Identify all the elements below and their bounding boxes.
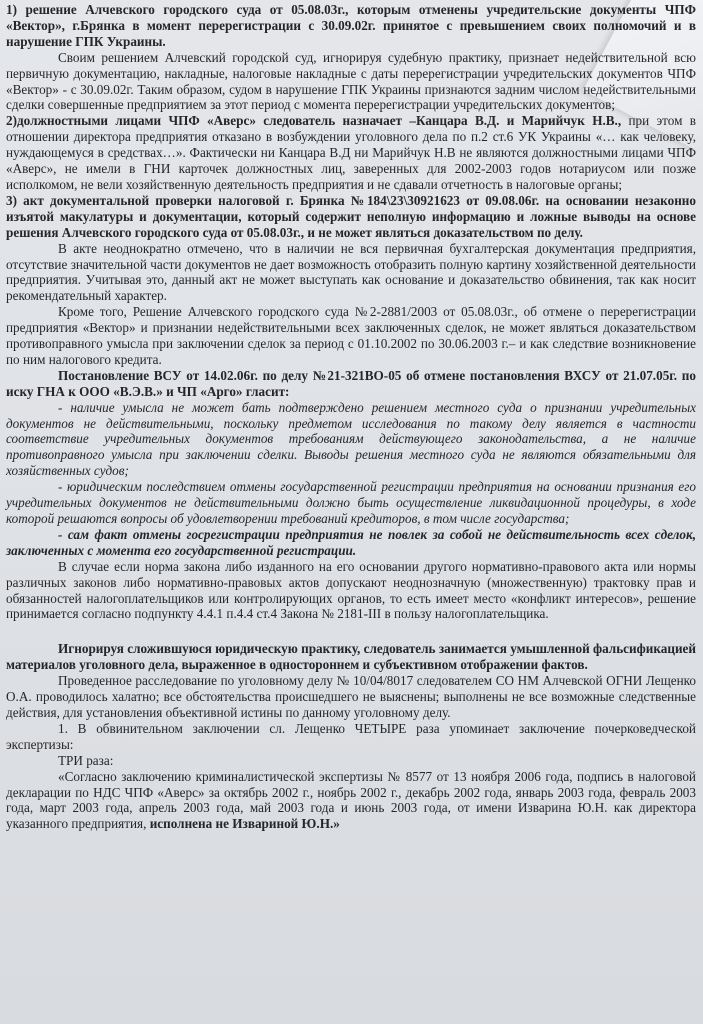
- paragraph-falsification: Игнорируя сложившуюся юридическую практику, следователь занимается умышленной фальсификацией материалов уголовного дела, выраженное в одностороннем и субъективном отображении фактов.: [6, 641, 696, 673]
- ruling-point-intent: - наличие умысла не может бать подтверждено решением местного суда о признании учредительных документов не действительными, поскольку предметом исследования по такому делу является в частности соответствие учредительных документов требованиям действующего законодательства, а не наличие противоправного умысла при заключении сделки. Выводы решения местного суда не являются обязательными для хозяйственных судов;: [6, 399, 696, 479]
- paragraph-supreme-court-ruling: Постановление ВСУ от 14.02.06г. по делу №21-321ВО-05 об отмене постановления ВХСУ от 21.07.05г. по иску ГНА к ООО «В.Э.В.» и ЧП «Арго» гласит:: [6, 367, 696, 399]
- paragraph-act-notes: В акте неоднократно отмечено, что в наличии не вся первичная бухгалтерская документация предприятия, отсутствие значительной части документов не дает возможность отобразить полную картину хозяйственной деятельности предприятия. Учитывая это, данный акт не может выступать как основание и доказательство обвинения, так как носит рекомендательный характер.: [6, 240, 696, 304]
- ruling-point-liquidation: - юридическим последствием отмены государственной регистрации предприятия на основании признания его учредительных документов не действительными должно быть осуществление ликвидационной процедуры, в ходе которой решаются вопросы об удовлетворении требований кредиторов, в том числе государства;: [6, 479, 696, 526]
- paragraph-expertise-quote: [6, 769, 696, 833]
- officials-heading: 2)должностными лицами ЧПФ «Аверс» следователь назначает –Канцара В.Д. и Марийчук Н.В.,: [6, 113, 622, 129]
- paragraph-moreover: Кроме того, Решение Алчевского городского суда №2-2881/2003 от 05.08.03г., об отмене о перерегистрации предприятия «Вектор» и признании недействительными всех заключенных сделок, не может являться доказательством противоправного умысла при заключении сделок за период с 01.10.2002 по 30.06.2003 г.– и как следствие возникновение по ним налогового кредита.: [6, 304, 696, 367]
- document-body: [6, 2, 696, 832]
- paragraph-investigation: Проведенное расследование по уголовному делу № 10/04/8017 следователем СО НМ Алчевской ОГНИ Лещенко О.А. проводилось халатно; все обстоятельства происшедшего не выяснены; выполнены не все возможные следственные действия, для установления объективной истины по данному уголовному делу.: [6, 673, 696, 720]
- paragraph-conflict-of-interest: В случае если норма закона либо изданного на его основании другого нормативно-правового акта или нормы различных законов либо нормативно-правовых актов допускают неоднозначную (множественную) трактовку прав и обязанностей налогоплательщиков или контролирующих органов, то есть имеет место «конфликт интересов», решение принимается согласно подпункту 4.4.1 п.4.4 ст.4 Закона № 2181-III в пользу налогоплательщика.: [6, 558, 696, 622]
- paragraph-three-times: ТРИ раза:: [58, 752, 114, 768]
- paragraph-court-decision: 1) решение Алчевского городского суда от 05.08.03г., которым отменены учредительские документы ЧПФ «Вектор», г.Брянка в момент перерегистрации с 30.09.02г. принятое с превышением своих полномочий и в нарушение ГПК Украины.: [6, 2, 696, 49]
- paragraph-court-decision-details: Своим решением Алчевский городской суд, игнорируя судебную практику, признает недействительной всю первичную документацию, накладные, налоговые накладные с даты перерегистрации учредительских документов ЧПФ «Вектор» - с 30.09.02г. Таким образом, судом в нарушение ГПК Украины признаются задним числом недействительными сделки совершенные предприятием за этот период с момента перерегистрации учредительских документов;: [6, 49, 696, 113]
- officials-text: при этом в отношении директора предприятия отказано в возбуждении уголовного дела по п.2 ст.6 УК Украины «… как человеку, нуждающемуся в средствах…». Фактически ни Канцара В.Д ни Марийчук Н.В не являются должностными лицами ЧПФ «Аверс», не имели в ГНИ карточек должностных лиц, заверенных для 2002-2003 годов нотариусом или позже исполкомом, не вели хозяйственную деятельность предприятия и не сдавали отчетность в налоговые органы;: [6, 113, 697, 192]
- paragraph-audit-act: 3) акт документальной проверки налоговой г. Брянка №184\23\30921623 от 09.08.06г. на основании незаконно изъятой макулатуры и документации, который содержит неполную информацию и ложные выводы на основе решения Алчевского городского суда от 05.08.03г., и не может являться доказательством по делу.: [6, 192, 696, 240]
- spacer: [6, 622, 696, 641]
- ruling-point-validity: - сам факт отмены госрегистрации предприятия не повлек за собой не действительность всех сделок, заключенных с момента его государственной регистрации.: [6, 526, 696, 558]
- quote-text: «Согласно заключению криминалистической экспертизы № 8577 от 13 ноября 2006 года, подпись в налоговой декларации по НДС ЧПФ «Аверс» за октябрь 2002 г., ноябрь 2002 г., декабрь 2002 года, январь 2003 года, февраль 2003 года, март 2003 года, апрель 2003 года, май 2003 года и июнь 2003 года, от имени Изварина Ю.Н. как директора указанного предприятия,: [6, 768, 696, 832]
- paragraph-officials: [6, 113, 696, 193]
- quote-conclusion: исполнена не Извариной Ю.Н.»: [146, 816, 340, 832]
- paragraph-expertise-intro: 1. В обвинительном заключении сл. Лещенко ЧЕТЫРЕ раза упоминает заключение почерковедческой экспертизы:: [6, 720, 696, 752]
